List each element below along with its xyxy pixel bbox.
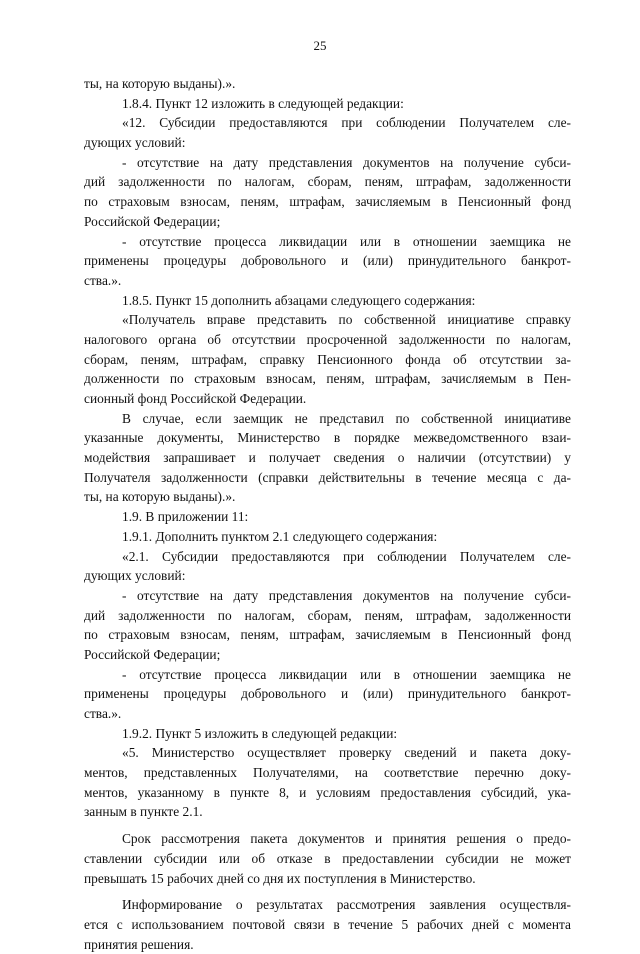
text-line: дующих условий:	[84, 568, 186, 584]
text-line: принятия решения.	[84, 936, 194, 952]
text-line: модействия запрашивает и получает сведения о наличии (отсутствии) у	[84, 450, 571, 466]
text-line: Срок рассмотрения пакета документов и принятия решения о предо-	[122, 831, 571, 847]
text-line: 1.9.1. Дополнить пунктом 2.1 следующего содержания:	[122, 528, 438, 544]
text-line: сборам, пеням, штрафам, справку Пенсионного фонда об отсутствии за-	[84, 351, 571, 367]
text-line: занным в пункте 2.1.	[84, 804, 203, 820]
text-line: - отсутствие на дату представления документов на получение субси-	[122, 154, 571, 170]
text-line: превышать 15 рабочих дней со дня их поступления в Министерство.	[84, 870, 476, 886]
text-line: Российской Федерации;	[84, 213, 221, 229]
paragraph-gap	[84, 888, 571, 895]
text-line: В случае, если заемщик не представил по собственной инициативе	[122, 410, 571, 426]
text-line: ется с использованием почтовой связи в течение 5 рабочих дней с момента	[84, 916, 571, 932]
text-line: Получателя задолженности (справки действительны в течение месяца с да-	[84, 469, 571, 485]
text-line: «5. Министерство осуществляет проверку сведений и пакета доку-	[122, 745, 571, 761]
text-line: «Получатель вправе представить по собственной инициативе справку	[122, 312, 571, 328]
text-line: применены процедуры добровольного и (или) принудительного банкрот-	[84, 253, 571, 269]
text-line: указанные документы, Министерство в порядке межведомственного взаи-	[84, 430, 571, 446]
text-line: Информирование о результатах рассмотрения заявления осуществля-	[122, 897, 571, 913]
text-line: - отсутствие процесса ликвидации или в отношении заемщика не	[122, 666, 571, 682]
text-line: долженности по страховым взносам, пеням, штрафам, зачисляемым в Пен-	[84, 371, 571, 387]
text-line: ментов, указанному в пункте 8, и условиям предоставления субсидий, ука-	[84, 784, 571, 800]
text-line: 1.9. В приложении 11:	[122, 509, 249, 525]
text-line: «12. Субсидии предоставляются при соблюдении Получателем сле-	[122, 115, 571, 131]
text-line: налогового органа об отсутствии просроченной задолженности по налогам,	[84, 331, 571, 347]
body-text	[84, 74, 571, 954]
text-line: 1.8.5. Пункт 15 дополнить абзацами следующего содержания:	[122, 292, 476, 308]
text-line: ставлении субсидии или об отказе в предоставлении субсидии не может	[84, 850, 571, 866]
text-line: ментов, представленных Получателями, на соответствие перечню доку-	[84, 765, 571, 781]
text-line: 1.9.2. Пункт 5 изложить в следующей редакции:	[122, 725, 398, 741]
text-line: Российской Федерации;	[84, 646, 221, 662]
text-line: ты, на которую выданы).».	[84, 76, 236, 91]
text-line: по страховым взносам, пеням, штрафам, зачисляемым в Пенсионный фонд	[84, 194, 571, 210]
text-line: - отсутствие на дату представления документов на получение субси-	[122, 587, 571, 603]
text-line: - отсутствие процесса ликвидации или в отношении заемщика не	[122, 233, 571, 249]
text-line: дующих условий:	[84, 135, 186, 151]
text-line: дий задолженности по налогам, сборам, пеням, штрафам, задолженности	[84, 174, 571, 190]
text-line: сионный фонд Российской Федерации.	[84, 391, 307, 406]
text-line: 1.8.4. Пункт 12 изложить в следующей редакции:	[122, 95, 404, 111]
text-line: «2.1. Субсидии предоставляются при соблюдении Получателем сле-	[122, 548, 571, 564]
text-line: применены процедуры добровольного и (или) принудительного банкрот-	[84, 686, 571, 702]
paragraph-gap	[84, 822, 571, 829]
text-line: ты, на которую выданы).».	[84, 489, 236, 505]
text-line: дий задолженности по налогам, сборам, пеням, штрафам, задолженности	[84, 607, 571, 623]
text-line: ства.».	[84, 706, 122, 721]
text-line: ства.».	[84, 272, 122, 288]
text-line: по страховым взносам, пеням, штрафам, зачисляемым в Пенсионный фонд	[84, 627, 571, 643]
page-number: 25	[313, 38, 327, 53]
